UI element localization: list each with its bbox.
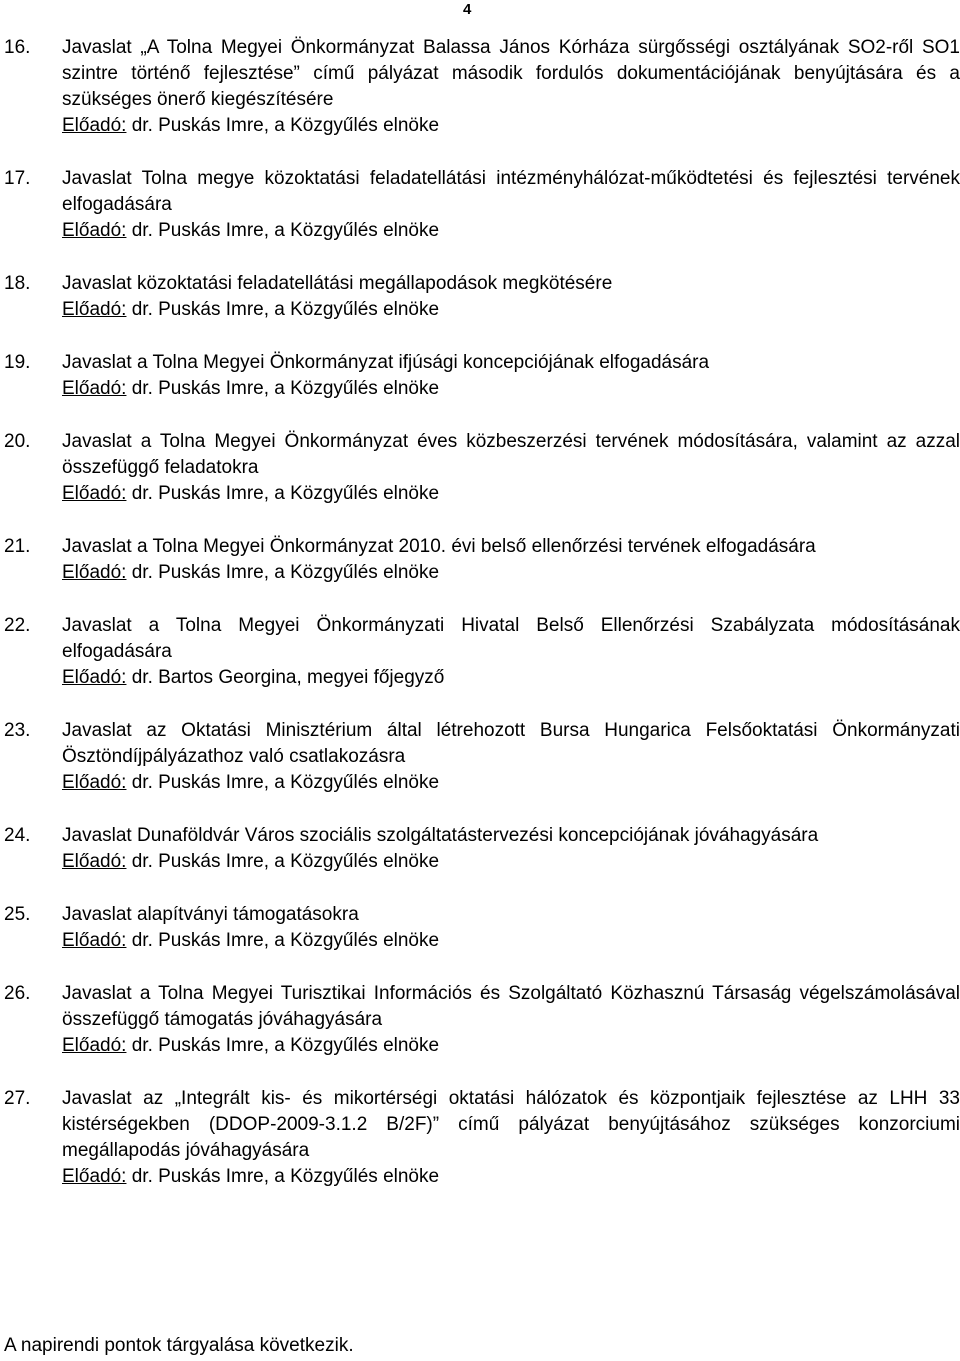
agenda-item-number: 27.: [4, 1088, 31, 1109]
agenda-item-content: [62, 534, 960, 586]
agenda-item-number: 20.: [4, 431, 31, 452]
presenter-label: Előadó:: [62, 220, 127, 241]
agenda-item: [0, 823, 960, 875]
presenter-label: Előadó:: [62, 115, 127, 136]
agenda-item-title: Javaslat a Tolna Megyei Önkormányzat 2010. évi belső ellenőrzési tervének elfogadására: [62, 536, 816, 557]
agenda-item: [0, 718, 960, 796]
presenter-name: dr. Puskás Imre, a Közgyűlés elnöke: [131, 772, 440, 793]
presenter-name: dr. Bartos Georgina, megyei főjegyző: [131, 667, 445, 688]
agenda-item-presenter: [62, 928, 960, 954]
presenter-name: dr. Puskás Imre, a Közgyűlés elnöke: [131, 220, 440, 241]
agenda-item-presenter: [62, 376, 960, 402]
presenter-name: dr. Puskás Imre, a Közgyűlés elnöke: [131, 115, 440, 136]
agenda-item-presenter: [62, 665, 960, 691]
agenda-item: [0, 166, 960, 244]
presenter-label: Előadó:: [62, 299, 127, 320]
agenda-item-number: 22.: [4, 615, 31, 636]
agenda-item-number: 21.: [4, 536, 31, 557]
presenter-name: dr. Puskás Imre, a Közgyűlés elnöke: [131, 483, 440, 504]
agenda-item-content: [62, 613, 960, 691]
presenter-name: dr. Puskás Imre, a Közgyűlés elnöke: [131, 851, 440, 872]
agenda-item-title: Javaslat az „Integrált kis- és mikortérségi oktatási hálózatok és központjaik fejlesztése az LHH 33 kistérségekben (DDOP-2009-3.1.2 B/2F)” című pályázat benyújtásához szükséges konzorciumi megállapodás jóváhagyására: [62, 1088, 960, 1161]
page-number: 4: [463, 1, 472, 18]
agenda-item-content: [62, 981, 960, 1059]
agenda-item-number: 19.: [4, 352, 31, 373]
presenter-label: Előadó:: [62, 772, 127, 793]
agenda-item-content: [62, 350, 960, 402]
agenda-item-presenter: [62, 218, 960, 244]
presenter-label: Előadó:: [62, 483, 127, 504]
agenda-item-content: [62, 718, 960, 796]
agenda-item-number: 17.: [4, 168, 31, 189]
agenda-item-content: [62, 902, 960, 954]
presenter-label: Előadó:: [62, 851, 127, 872]
agenda-item-number: 16.: [4, 37, 31, 58]
presenter-label: Előadó:: [62, 1166, 127, 1187]
agenda-item-presenter: [62, 1033, 960, 1059]
agenda-item-title: Javaslat a Tolna Megyei Turisztikai Információs és Szolgáltató Közhasznú Társaság végelszámolásával összefüggő támogatás jóváhagyására: [62, 983, 960, 1030]
agenda-item-title: Javaslat a Tolna Megyei Önkormányzati Hivatal Belső Ellenőrzési Szabályzata módosításának elfogadására: [62, 615, 960, 662]
agenda-item-presenter: [62, 560, 960, 586]
agenda-item: [0, 271, 960, 323]
agenda-item-title: Javaslat Dunaföldvár Város szociális szolgáltatástervezési koncepciójának jóváhagyására: [62, 825, 819, 846]
agenda-item-presenter: [62, 481, 960, 507]
agenda-item: [0, 534, 960, 586]
agenda-item-number: 25.: [4, 904, 31, 925]
agenda-item-presenter: [62, 297, 960, 323]
agenda-item: [0, 613, 960, 691]
presenter-label: Előadó:: [62, 378, 127, 399]
agenda-item-number: 18.: [4, 273, 31, 294]
presenter-name: dr. Puskás Imre, a Közgyűlés elnöke: [131, 299, 440, 320]
agenda-item: [0, 429, 960, 507]
agenda-item-title: Javaslat „A Tolna Megyei Önkormányzat Balassa János Kórháza sürgősségi osztályának SO2-ről SO1 szintre történő fejlesztése” című pályázat második fordulós dokumentációjának benyújtására és a szükséges önerő kiegészítésére: [62, 37, 960, 110]
closing-text: A napirendi pontok tárgyalása következik.: [4, 1335, 354, 1356]
agenda-item-number: 24.: [4, 825, 31, 846]
agenda-item-content: [62, 1086, 960, 1190]
agenda-item: [0, 350, 960, 402]
presenter-label: Előadó:: [62, 1035, 127, 1056]
agenda-item: [0, 35, 960, 139]
agenda-item-presenter: [62, 113, 960, 139]
agenda-item-content: [62, 166, 960, 244]
agenda-item-title: Javaslat a Tolna Megyei Önkormányzat ifjúsági koncepciójának elfogadására: [62, 352, 710, 373]
agenda-item-presenter: [62, 1164, 960, 1190]
agenda-item: [0, 981, 960, 1059]
agenda-item-title: Javaslat az Oktatási Minisztérium által létrehozott Bursa Hungarica Felsőoktatási Önkormányzati Ösztöndíjpályázathoz való csatlakozásra: [62, 720, 960, 767]
agenda-item: [0, 1086, 960, 1190]
presenter-label: Előadó:: [62, 562, 127, 583]
agenda-item-number: 23.: [4, 720, 31, 741]
agenda-item-title: Javaslat a Tolna Megyei Önkormányzat éves közbeszerzési tervének módosítására, valamint az azzal összefüggő feladatokra: [62, 431, 960, 478]
agenda-item-title: Javaslat alapítványi támogatásokra: [62, 904, 359, 925]
agenda-item-number: 26.: [4, 983, 31, 1004]
agenda-item-presenter: [62, 770, 960, 796]
agenda-item-title: Javaslat közoktatási feladatellátási megállapodások megkötésére: [62, 273, 613, 294]
agenda-item-content: [62, 271, 960, 323]
presenter-name: dr. Puskás Imre, a Közgyűlés elnöke: [131, 562, 440, 583]
presenter-name: dr. Puskás Imre, a Közgyűlés elnöke: [131, 1035, 440, 1056]
agenda-list: [0, 35, 960, 1217]
agenda-item-content: [62, 823, 960, 875]
agenda-item-title: Javaslat Tolna megye közoktatási feladatellátási intézményhálózat-működtetési és fejlesztési tervének elfogadására: [62, 168, 960, 215]
presenter-name: dr. Puskás Imre, a Közgyűlés elnöke: [131, 378, 440, 399]
agenda-item-presenter: [62, 849, 960, 875]
agenda-item: [0, 902, 960, 954]
presenter-name: dr. Puskás Imre, a Közgyűlés elnöke: [131, 930, 440, 951]
presenter-label: Előadó:: [62, 667, 127, 688]
presenter-label: Előadó:: [62, 930, 127, 951]
agenda-item-content: [62, 429, 960, 507]
presenter-name: dr. Puskás Imre, a Közgyűlés elnöke: [131, 1166, 440, 1187]
agenda-item-content: [62, 35, 960, 139]
